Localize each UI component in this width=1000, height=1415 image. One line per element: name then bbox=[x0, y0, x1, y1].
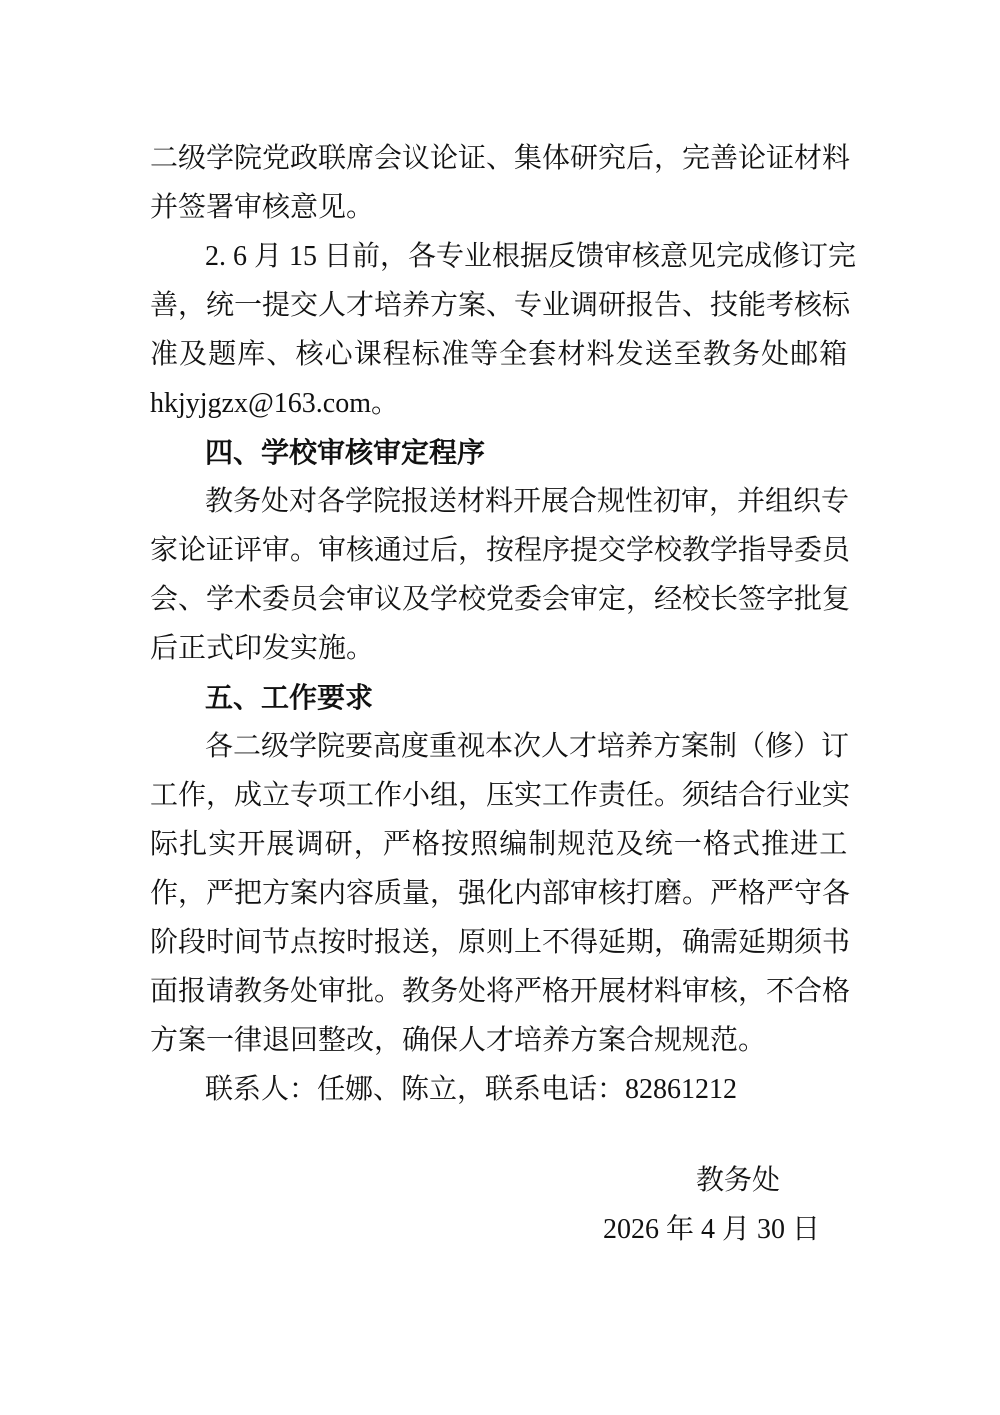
document-body bbox=[150, 134, 857, 1254]
doc-line: 际扎实开展调研，严格按照编制规范及统一格式推进工 bbox=[150, 829, 849, 860]
doc-line: 阶段时间节点按时报送，原则上不得延期，确需延期须书 bbox=[150, 927, 851, 958]
signature-org: 教务处 bbox=[695, 1165, 780, 1196]
doc-line: 并签署审核意见。 bbox=[150, 192, 375, 223]
doc-line: 后正式印发实施。 bbox=[150, 633, 375, 664]
doc-line: 工作，成立专项工作小组，压实工作责任。须结合行业实 bbox=[150, 780, 851, 811]
doc-line: 会、学术委员会审议及学校党委会审定，经校长签字批复 bbox=[150, 584, 851, 615]
doc-line: 各二级学院要高度重视本次人才培养方案制（修）订 bbox=[205, 731, 850, 762]
section-heading-4: 四、学校审核审定程序 bbox=[205, 437, 486, 468]
doc-line: 作，严把方案内容质量，强化内部审核打磨。严格严守各 bbox=[150, 878, 851, 909]
doc-line: 方案一律退回整改，确保人才培养方案合规规范。 bbox=[150, 1025, 767, 1056]
doc-line: 善，统一提交人才培养方案、专业调研报告、技能考核标 bbox=[150, 290, 851, 321]
section-heading-5: 五、工作要求 bbox=[205, 682, 374, 713]
doc-line: 家论证评审。审核通过后，按程序提交学校教学指导委员 bbox=[150, 535, 851, 566]
doc-line: 面报请教务处审批。教务处将严格开展材料审核，不合格 bbox=[150, 976, 851, 1007]
doc-line: 2. 6 月 15 日前，各专业根据反馈审核意见完成修订完 bbox=[205, 241, 857, 272]
doc-line: 准及题库、核心课程标准等全套材料发送至教务处邮箱 bbox=[150, 339, 849, 370]
signature-gap bbox=[150, 1114, 848, 1156]
doc-line: 教务处对各学院报送材料开展合规性初审，并组织专 bbox=[205, 486, 850, 517]
contact-line: 联系人：任娜、陈立，联系电话：82861212 bbox=[205, 1074, 738, 1105]
doc-line-email: hkjyjgzx@163.com。 bbox=[150, 388, 399, 419]
doc-line: 二级学院党政联席会议论证、集体研究后，完善论证材料 bbox=[150, 143, 851, 174]
signature-date: 2026 年 4 月 30 日 bbox=[602, 1214, 820, 1245]
